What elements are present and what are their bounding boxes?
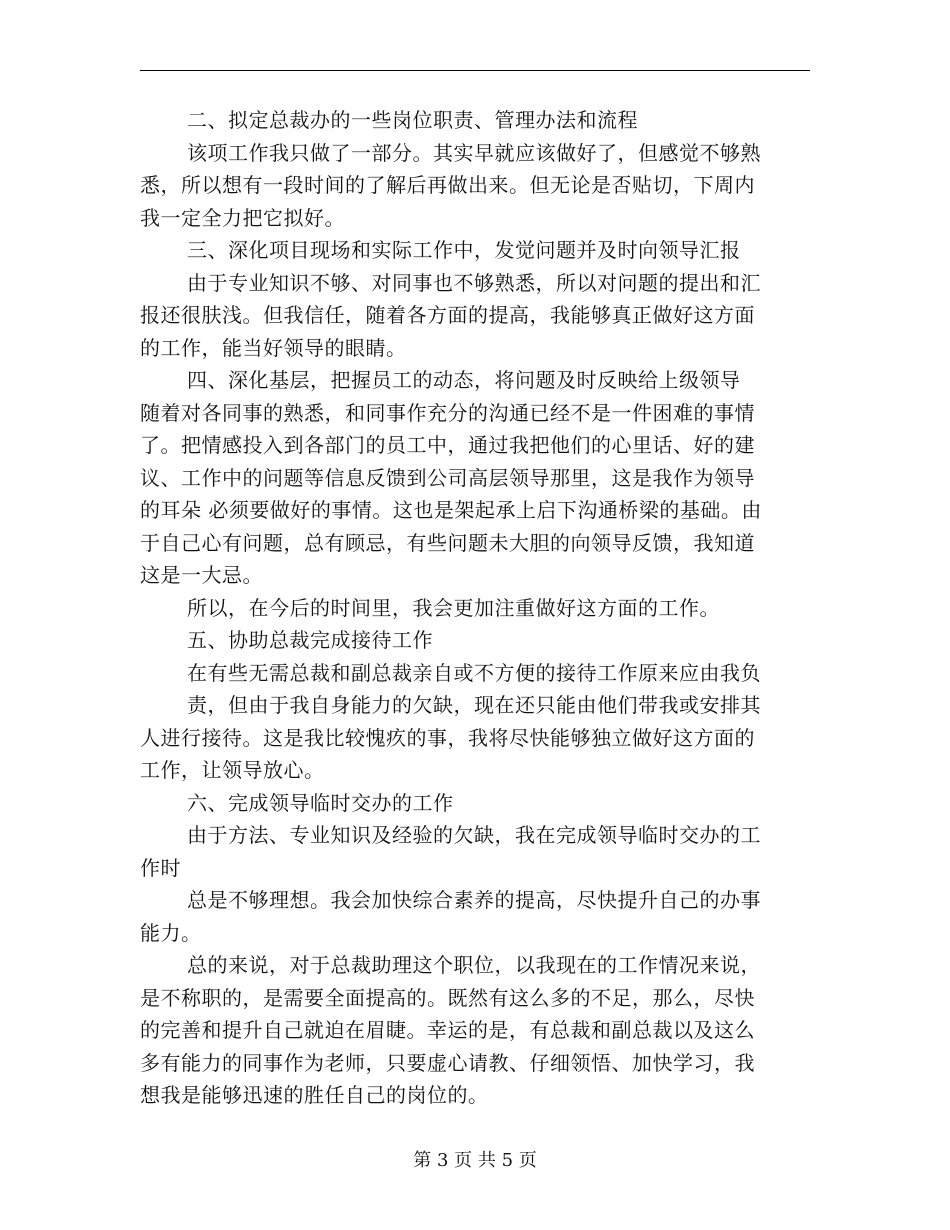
text-line: 的完善和提升自己就迫在眉睫。幸运的是，有总裁和副总裁以及这么 <box>140 1018 755 1042</box>
text-line: 议、工作中的问题等信息反馈到公司高层领导那里，这是我作为领导 <box>140 465 755 490</box>
text-line: 六、完成领导临时交办的工作 <box>187 790 454 815</box>
text-line: 是不称职的，是需要全面提高的。既然有这么多的不足，那么，尽快 <box>140 985 755 1010</box>
text-line: 由于专业知识不够、对同事也不够熟悉，所以对问题的提出和汇 <box>187 270 761 295</box>
text-line: 工作，让领导放心。 <box>140 758 325 782</box>
text-line: 总是不够理想。我会加快综合素养的提高，尽快提升自己的办事 <box>187 888 761 912</box>
document-body <box>140 104 810 1112</box>
text-line: 我一定全力把它拟好。 <box>140 205 345 230</box>
text-line: 五、协助总裁完成接待工作 <box>187 628 433 652</box>
text-line: 总的来说，对于总裁助理这个职位，以我现在的工作情况来说， <box>187 953 761 977</box>
text-line: 的工作，能当好领导的眼睛。 <box>140 335 407 360</box>
text-line: 该项工作我只做了一部分。其实早就应该做好了，但感觉不够熟 <box>187 140 761 165</box>
text-line: 作时 <box>140 855 181 880</box>
text-line: 多有能力的同事作为老师，只要虚心请教、仔细领悟、加快学习，我 <box>140 1050 755 1075</box>
text-line: 三、深化项目现场和实际工作中，发觉问题并及时向领导汇报 <box>187 238 741 262</box>
text-line: 四、深化基层，把握员工的动态，将问题及时反映给上级领导 <box>187 368 741 392</box>
text-line: 想我是能够迅速的胜任自己的岗位的。 <box>140 1083 489 1107</box>
text-line: 这是一大忌。 <box>140 563 263 587</box>
text-line: 能力。 <box>140 920 202 945</box>
text-line: 人进行接待。这是我比较愧疚的事，我将尽快能够独立做好这方面的 <box>140 725 755 750</box>
text-line: 在有些无需总裁和副总裁亲自或不方便的接待工作原来应由我负 <box>187 660 761 685</box>
text-line: 报还很肤浅。但我信任，随着各方面的提高，我能够真正做好这方面 <box>140 303 755 327</box>
text-line: 的耳朵 必须要做好的事情。这也是架起承上启下沟通桥梁的基础。由 <box>140 498 762 522</box>
text-line: 随着对各同事的熟悉，和同事作充分的沟通已经不是一件困难的事情 <box>140 400 755 425</box>
text-line: 了。把情感投入到各部门的员工中，通过我把他们的心里话、好的建 <box>140 433 755 457</box>
text-line: 于自己心有问题，总有顾忌，有些问题未大胆的向领导反馈，我知道 <box>140 530 755 555</box>
text-line: 由于方法、专业知识及经验的欠缺，我在完成领导临时交办的工 <box>187 823 761 847</box>
text-line: 所以，在今后的时间里，我会更加注重做好这方面的工作。 <box>187 595 720 620</box>
text-line: 悉，所以想有一段时间的了解后再做出来。但无论是否贴切，下周内 <box>140 173 755 197</box>
header-rule <box>140 70 810 71</box>
page-footer: 第 3 页 共 5 页 <box>413 1150 537 1171</box>
text-line: 二、拟定总裁办的一些岗位职责、管理办法和流程 <box>187 108 638 132</box>
text-line: 责，但由于我自身能力的欠缺，现在还只能由他们带我或安排其 <box>187 693 761 717</box>
